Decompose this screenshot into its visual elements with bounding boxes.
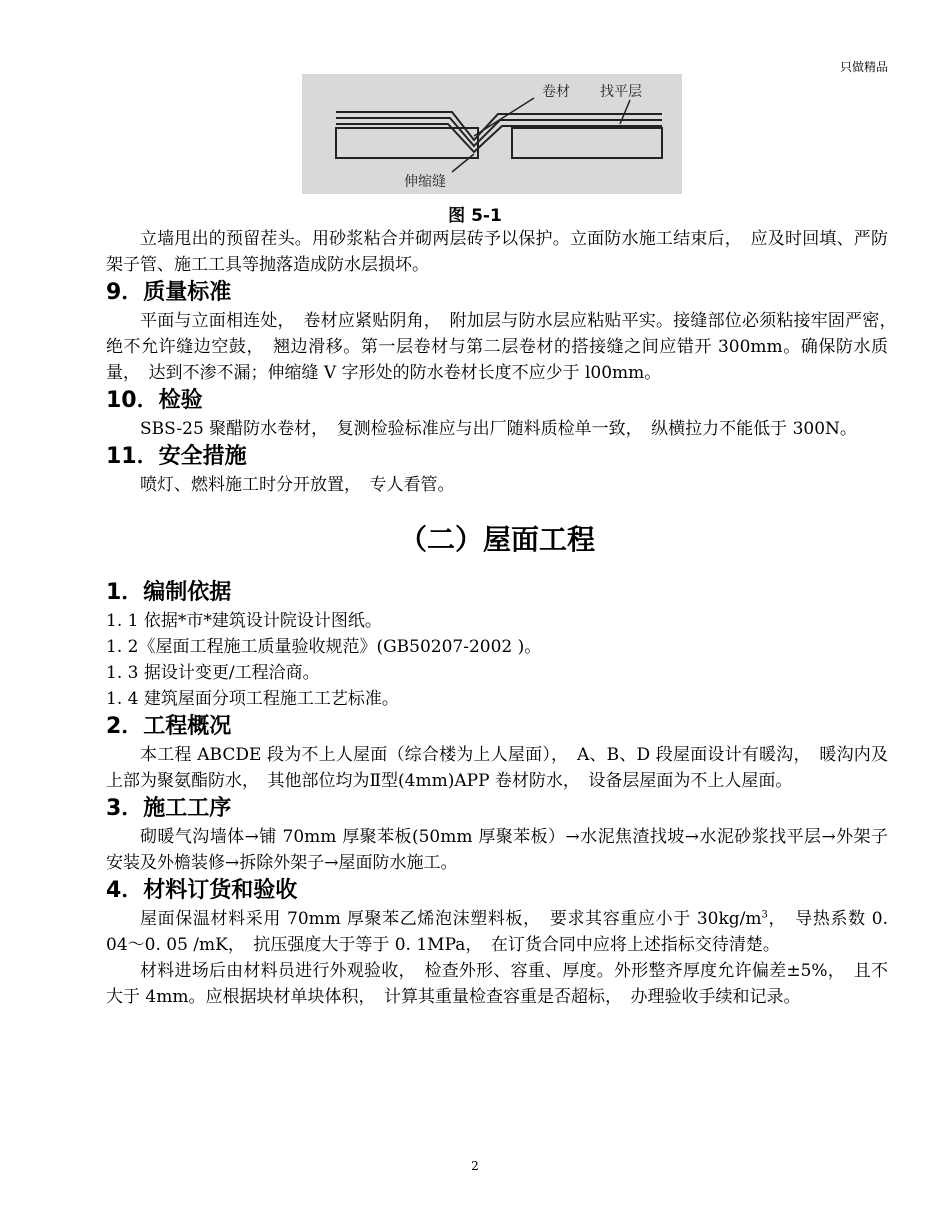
membrane-line-mid [336,118,662,146]
procedure-heading: 3．施工工序 [106,796,232,821]
leader-material [474,98,534,136]
section-10-heading: 10．检验 [106,388,203,413]
materials-p1-before: 屋面保温材料采用 70mm 厚聚苯乙烯泡沫塑料板， 要求其容重应小于 30kg/m [140,909,762,929]
materials-p1-superscript: 3 [761,909,768,921]
section-11-heading: 11．安全措施 [106,444,247,469]
figure-expansion-joint [302,74,682,194]
intro-paragraph: 立墙甩出的预留茬头。用砂浆粘合并砌两层砖予以保护。立面防水施工结束后， 应及时回填、严防架子管、施工工具等抛落造成防水层损坏。 [106,229,888,275]
materials-paragraph-1 [106,906,888,958]
section-9-heading: 9．质量标准 [106,280,232,305]
basis-item: 1. 2《屋面工程施工质量验收规范》(GB50207-2002 )。 [106,637,542,657]
procedure-text: 砌暖气沟墙体→铺 70mm 厚聚苯板(50mm 厚聚苯板）→水泥焦渣找坡→水泥砂浆找平层→外架子安装及外檐装修→拆除外架子→屋面防水施工。 [106,827,888,873]
section-11-text: 喷灯、燃料施工时分开放置， 专人看管。 [140,475,455,495]
right-block [512,128,662,158]
materials-paragraph-2: 材料进场后由材料员进行外观验收， 检查外形、容重、厚度。外形整齐厚度允许偏差±5%， 且不大于 4mm。应根据块材单块体积， 计算其重量检查容重是否超标， 办理验收手续和记录。 [106,961,888,1007]
figure-caption: 图 5-1 [448,206,502,226]
part-2-title: （二）屋面工程 [398,523,595,556]
page-number: 2 [471,1159,479,1173]
materials-p1-after: ， 导热系数 0. 04～0. 05 /mK， 抗压强度大于等于 0. 1MPa， 在订货合同中应将上述指标交待清楚。 [106,909,889,955]
basis-item: 1. 3 据设计变更/工程洽商。 [106,663,320,683]
header-note: 只做精品 [839,60,888,74]
label-joint: 伸缩缝 [404,174,446,190]
label-leveling: 找平层 [600,84,642,100]
main-content [106,226,905,1010]
label-material: 卷材 [542,84,570,100]
overview-text: 本工程 ABCDE 段为不上人屋面（综合楼为上人屋面）， A、B、D 段屋面设计有暖沟， 暖沟内及上部为聚氨酯防水， 其他部位均为Ⅱ型(4mm)APP 卷材防水， 设备层屋面为不上人屋面。 [106,745,888,791]
leader-joint [452,154,474,172]
basis-item: 1. 4 建筑屋面分项工程施工工艺标准。 [106,689,399,709]
basis-item: 1. 1 依据*市*建筑设计院设计图纸。 [106,611,382,631]
overview-heading: 2．工程概况 [106,714,232,739]
section-10-text: SBS-25 聚醋防水卷材， 复测检验标准应与出厂随料质检单一致， 纵横拉力不能低于 300N。 [140,419,857,439]
basis-heading: 1．编制依据 [106,580,232,605]
expansion-joint-diagram [302,74,682,194]
materials-heading: 4．材料订货和验收 [106,878,298,903]
section-9-text: 平面与立面相连处， 卷材应紧贴阴角， 附加层与防水层应粘贴平实。接缝部位必须粘接牢固严密， 绝不允许缝边空鼓， 翘边滑移。第一层卷材与第二层卷材的搭接缝之间应错开 300mm。确保防水质量， 达到不渗不漏；伸缩缝 V 字形处的防水卷材长度不应少于 l00mm。 [106,311,905,383]
